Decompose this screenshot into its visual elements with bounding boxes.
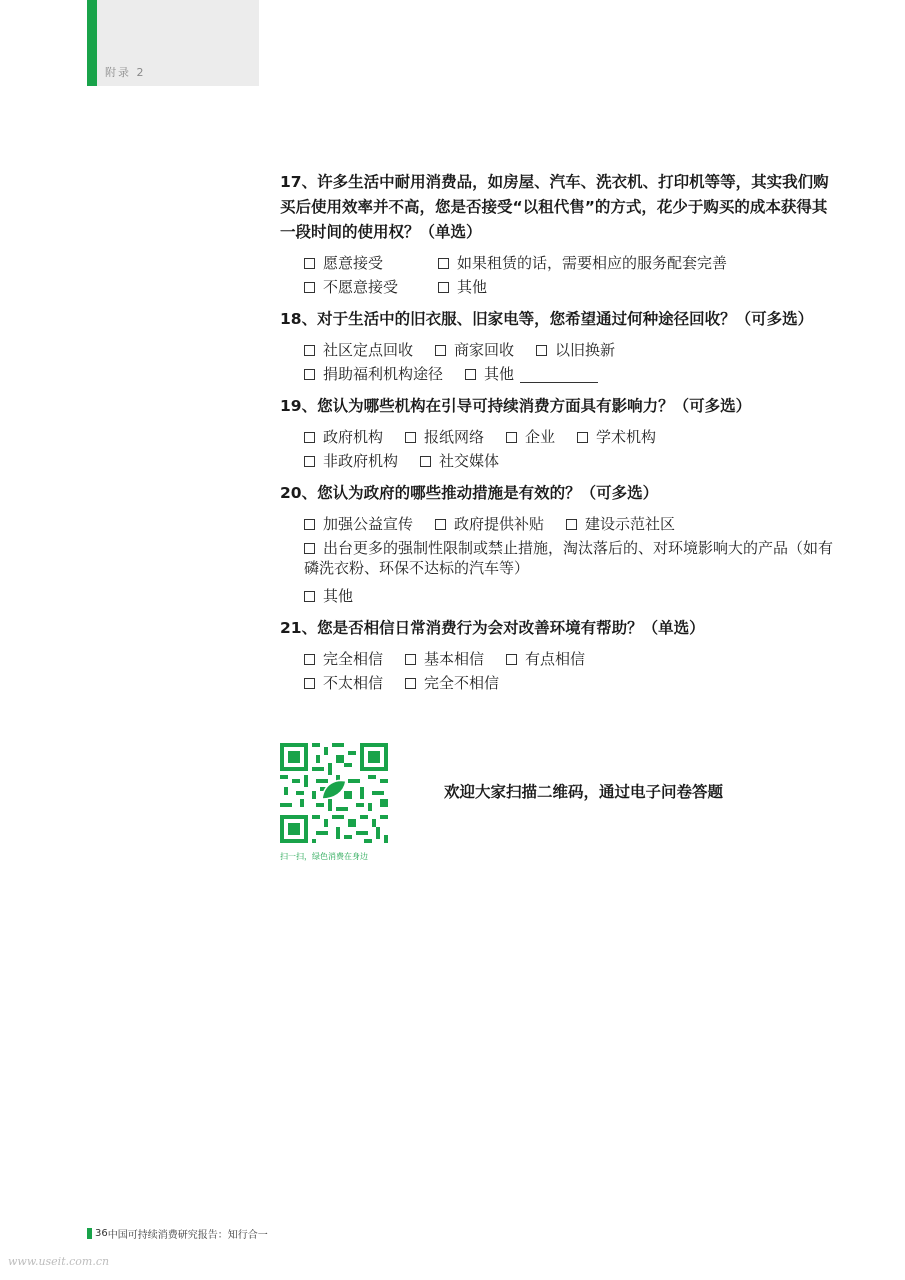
option[interactable]: 社交媒体 xyxy=(420,449,499,473)
checkbox-icon[interactable] xyxy=(304,519,315,530)
option[interactable]: 其他 xyxy=(465,362,598,386)
welcome-text: 欢迎大家扫描二维码，通过电子问卷答题 xyxy=(444,783,724,801)
checkbox-icon[interactable] xyxy=(304,369,315,380)
checkbox-icon[interactable] xyxy=(405,432,416,443)
checkbox-icon[interactable] xyxy=(438,258,449,269)
option-row xyxy=(280,362,840,386)
option-row xyxy=(280,512,840,536)
appendix-tab-accent xyxy=(87,0,97,86)
question-title: 20、您认为政府的哪些推动措施是有效的？（可多选） xyxy=(280,484,659,502)
checkbox-icon[interactable] xyxy=(577,432,588,443)
appendix-label: 附录 2 xyxy=(105,66,146,79)
footer-accent xyxy=(87,1228,92,1239)
option[interactable]: 基本相信 xyxy=(405,647,484,671)
option-row xyxy=(280,584,840,608)
option[interactable]: 出台更多的强制性限制或禁止措施，淘汰落后的、对环境影响大的产品（如有磷洗衣粉、环保不达标的汽车等） xyxy=(304,539,834,577)
qr-caption: 扫一扫，绿色消费在身边 xyxy=(280,852,368,861)
checkbox-icon[interactable] xyxy=(536,345,547,356)
checkbox-icon[interactable] xyxy=(420,456,431,467)
option-row xyxy=(280,425,840,449)
option[interactable]: 捐助福利机构途径 xyxy=(304,362,443,386)
question-21 xyxy=(280,616,840,695)
question-20 xyxy=(280,481,840,608)
option[interactable]: 建设示范社区 xyxy=(566,512,675,536)
option[interactable]: 其他 xyxy=(438,275,487,299)
qr-code[interactable] xyxy=(280,742,388,844)
option[interactable]: 企业 xyxy=(506,425,555,449)
question-title: 18、对于生活中的旧衣服、旧家电等，您希望通过何种途径回收？（可多选） xyxy=(280,310,814,328)
checkbox-icon[interactable] xyxy=(465,369,476,380)
footer-title: 中国可持续消费研究报告：知行合一 xyxy=(107,1230,268,1241)
checkbox-icon[interactable] xyxy=(506,432,517,443)
option[interactable]: 以旧换新 xyxy=(536,338,615,362)
checkbox-icon[interactable] xyxy=(435,345,446,356)
option-row xyxy=(280,338,840,362)
checkbox-icon[interactable] xyxy=(435,519,446,530)
questionnaire xyxy=(280,170,840,695)
checkbox-icon[interactable] xyxy=(304,282,315,293)
option-row xyxy=(280,275,840,299)
checkbox-icon[interactable] xyxy=(405,678,416,689)
option-row xyxy=(280,449,840,473)
question-19 xyxy=(280,394,840,473)
checkbox-icon[interactable] xyxy=(304,654,315,665)
option[interactable]: 其他 xyxy=(304,584,353,608)
question-18 xyxy=(280,307,840,386)
option-row xyxy=(280,647,840,671)
option[interactable]: 非政府机构 xyxy=(304,449,398,473)
checkbox-icon[interactable] xyxy=(566,519,577,530)
page-footer xyxy=(87,1226,268,1241)
option-row xyxy=(280,671,840,695)
checkbox-icon[interactable] xyxy=(304,258,315,269)
option[interactable]: 完全相信 xyxy=(304,647,383,671)
option[interactable]: 不太相信 xyxy=(304,671,383,695)
checkbox-icon[interactable] xyxy=(304,591,315,602)
question-title: 19、您认为哪些机构在引导可持续消费方面具有影响力？（可多选） xyxy=(280,397,752,415)
option[interactable]: 加强公益宣传 xyxy=(304,512,413,536)
option[interactable]: 政府提供补贴 xyxy=(435,512,544,536)
option[interactable]: 学术机构 xyxy=(577,425,656,449)
option[interactable]: 如果租赁的话，需要相应的服务配套完善 xyxy=(438,251,727,275)
checkbox-icon[interactable] xyxy=(405,654,416,665)
option[interactable]: 政府机构 xyxy=(304,425,383,449)
option[interactable]: 完全不相信 xyxy=(405,671,499,695)
option[interactable]: 报纸网络 xyxy=(405,425,484,449)
checkbox-icon[interactable] xyxy=(304,678,315,689)
option[interactable]: 不愿意接受 xyxy=(304,275,416,299)
option[interactable]: 有点相信 xyxy=(506,647,585,671)
checkbox-icon[interactable] xyxy=(438,282,449,293)
option[interactable]: 商家回收 xyxy=(435,338,514,362)
checkbox-icon[interactable] xyxy=(304,432,315,443)
page-number: 36 xyxy=(95,1228,108,1239)
checkbox-icon[interactable] xyxy=(304,456,315,467)
question-title: 17、许多生活中耐用消费品，如房屋、汽车、洗衣机、打印机等等，其实我们购买后使用效率并不高，您是否接受“以租代售”的方式，花少于购买的成本获得其一段时间的使用权？（单选） xyxy=(280,173,829,241)
option[interactable]: 愿意接受 xyxy=(304,251,416,275)
question-title: 21、您是否相信日常消费行为会对改善环境有帮助？（单选） xyxy=(280,619,705,637)
option[interactable]: 社区定点回收 xyxy=(304,338,413,362)
option-row xyxy=(280,251,840,275)
checkbox-icon[interactable] xyxy=(506,654,517,665)
question-17 xyxy=(280,170,840,299)
watermark: www.useit.com.cn xyxy=(8,1255,110,1268)
checkbox-icon[interactable] xyxy=(304,345,315,356)
checkbox-icon[interactable] xyxy=(304,543,315,554)
fill-in-blank[interactable] xyxy=(520,366,598,383)
